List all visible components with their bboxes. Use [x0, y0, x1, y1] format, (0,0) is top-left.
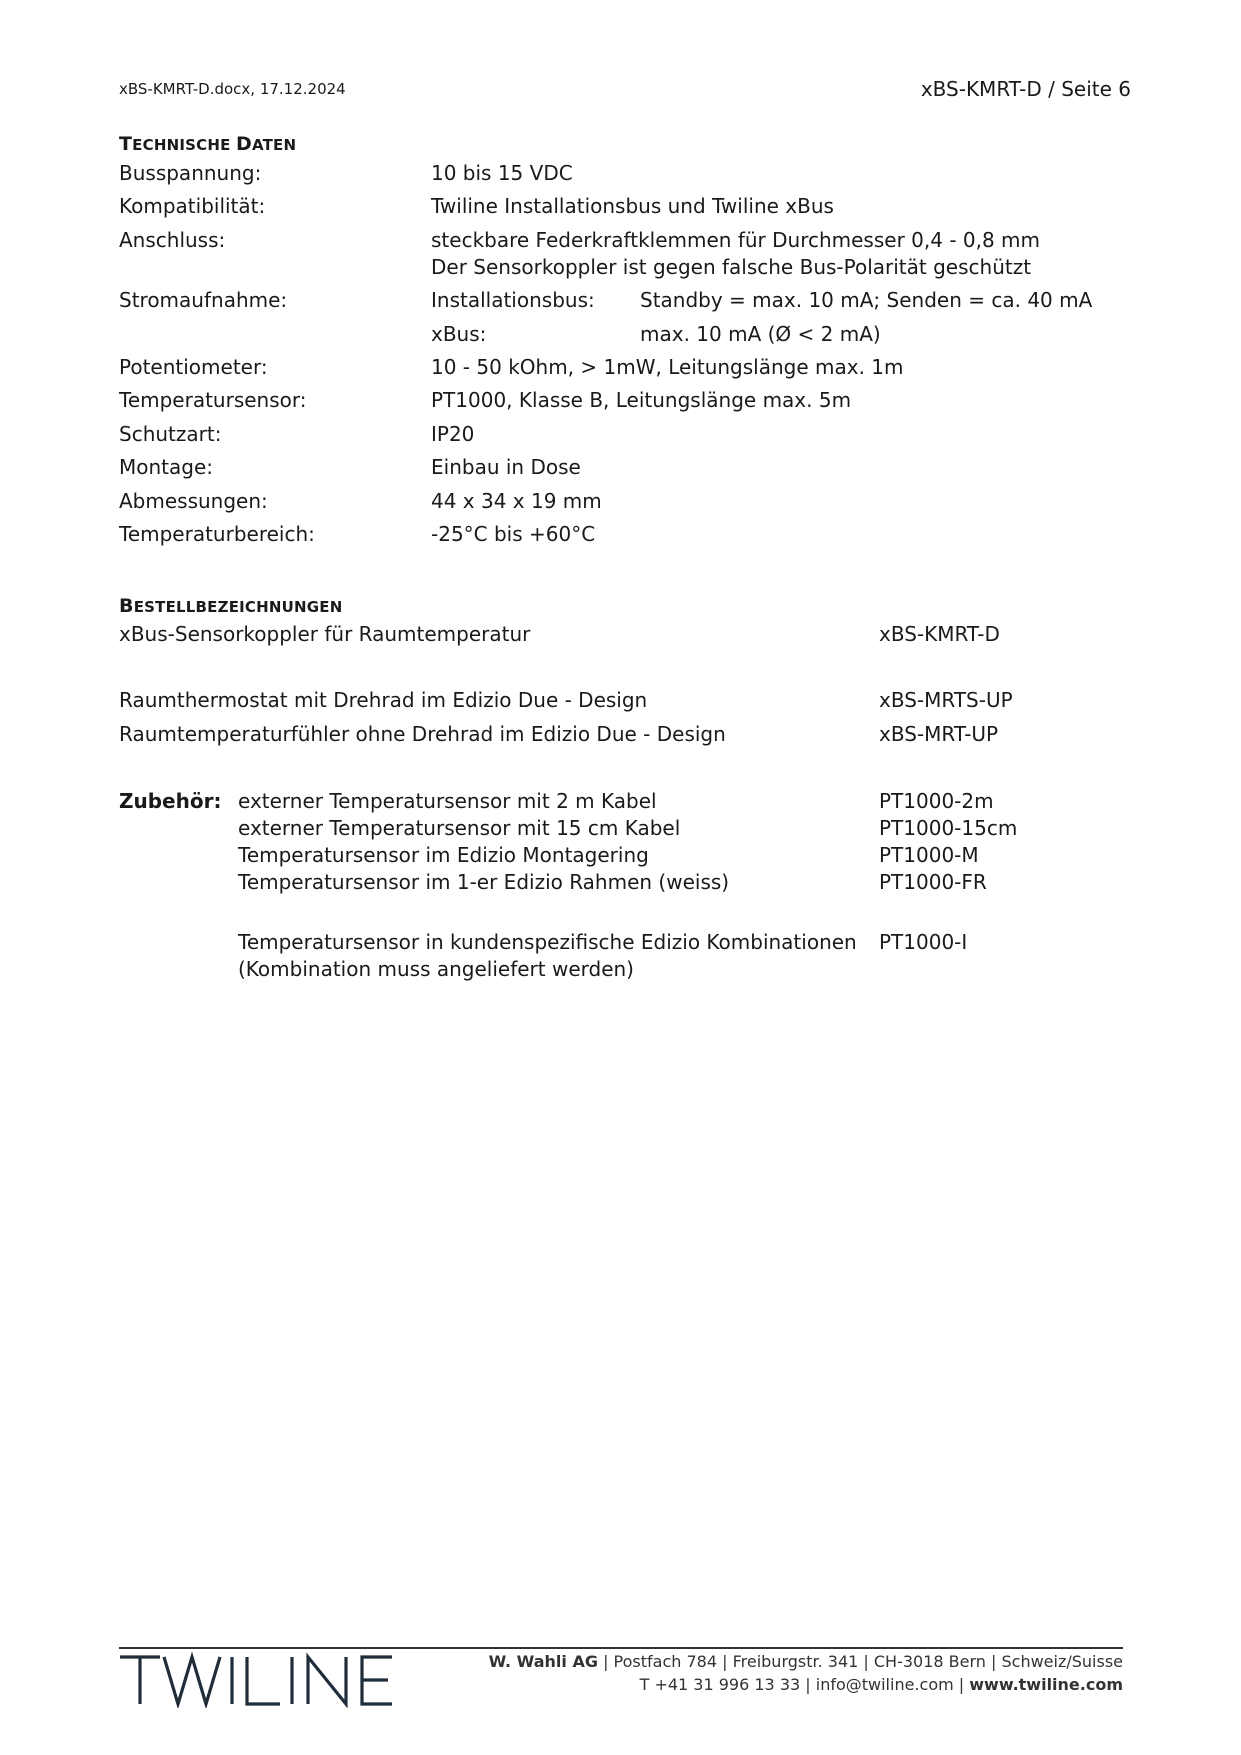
- spec-value: Installationsbus:: [431, 288, 595, 312]
- accessories-label: Zubehör:: [119, 789, 222, 813]
- order-item-code: xBS-KMRT-D: [879, 622, 1000, 646]
- accessory-description-line2: (Kombination muss angeliefert werden): [238, 957, 634, 981]
- order-item-code: xBS-MRTS-UP: [879, 688, 1013, 712]
- spec-value-line2: Der Sensorkoppler ist gegen falsche Bus-Polarität geschützt: [431, 255, 1032, 279]
- spec-label: Schutzart:: [119, 422, 222, 446]
- footer-website-link[interactable]: www.twiline.com: [969, 1675, 1123, 1694]
- accessory-description: Temperatursensor im Edizio Montagering: [238, 843, 649, 867]
- footer-divider: [119, 1647, 1123, 1649]
- order-item-description: Raumthermostat mit Drehrad im Edizio Due - Design: [119, 688, 648, 712]
- spec-value: Einbau in Dose: [431, 455, 581, 479]
- accessory-description: externer Temperatursensor mit 2 m Kabel: [238, 789, 657, 813]
- spec-value: xBus:: [431, 322, 487, 346]
- technical-data-title: TECHNISCHE DATEN: [119, 133, 297, 155]
- spec-value: Twiline Installationsbus und Twiline xBus: [431, 194, 834, 218]
- spec-value: -25°C bis +60°C: [431, 522, 596, 546]
- spec-label: Kompatibilität:: [119, 194, 266, 218]
- accessory-description: externer Temperatursensor mit 15 cm Kabel: [238, 816, 681, 840]
- spec-subvalue: max. 10 mA (Ø < 2 mA): [640, 322, 881, 346]
- accessory-description: Temperatursensor im 1-er Edizio Rahmen (weiss): [238, 870, 730, 894]
- spec-subvalue: Standby = max. 10 mA; Senden = ca. 40 mA: [640, 288, 1093, 312]
- footer-company: W. Wahli AG: [488, 1652, 598, 1671]
- spec-value: 44 x 34 x 19 mm: [431, 489, 602, 513]
- spec-label: Anschluss:: [119, 228, 226, 252]
- spec-label: Busspannung:: [119, 161, 262, 185]
- spec-label: Abmessungen:: [119, 489, 268, 513]
- spec-value: steckbare Federkraftklemmen für Durchmesser 0,4 - 0,8 mm: [431, 228, 1041, 252]
- twiline-logo: [120, 1652, 420, 1708]
- order-designations-title: BESTELLBEZEICHNUNGEN: [119, 595, 343, 617]
- spec-label: Potentiometer:: [119, 355, 268, 379]
- accessory-code: PT1000-FR: [879, 870, 987, 894]
- footer-contact: T +41 31 996 13 33 | info@twiline.com | www.twiline.com: [639, 1675, 1123, 1694]
- accessory-code: PT1000-15cm: [879, 816, 1018, 840]
- order-item-code: xBS-MRT-UP: [879, 722, 999, 746]
- accessory-code: PT1000-I: [879, 930, 968, 954]
- order-item-description: Raumtemperaturfühler ohne Drehrad im Edizio Due - Design: [119, 722, 726, 746]
- spec-value: IP20: [431, 422, 475, 446]
- spec-value: 10 - 50 kOhm, > 1mW, Leitungslänge max. 1m: [431, 355, 904, 379]
- accessory-description: Temperatursensor in kundenspezifische Edizio Kombinationen: [238, 930, 857, 954]
- footer-address: W. Wahli AG | Postfach 784 | Freiburgstr. 341 | CH-3018 Bern | Schweiz/Suisse: [488, 1652, 1123, 1671]
- spec-value: PT1000, Klasse B, Leitungslänge max. 5m: [431, 388, 852, 412]
- spec-value: 10 bis 15 VDC: [431, 161, 573, 185]
- spec-label: Stromaufnahme:: [119, 288, 288, 312]
- spec-label: Temperaturbereich:: [119, 522, 315, 546]
- order-item-description: xBus-Sensorkoppler für Raumtemperatur: [119, 622, 531, 646]
- spec-label: Montage:: [119, 455, 214, 479]
- accessory-code: PT1000-2m: [879, 789, 994, 813]
- header-filename-date: xBS-KMRT-D.docx, 17.12.2024: [119, 80, 346, 98]
- accessory-code: PT1000-M: [879, 843, 979, 867]
- header-page-number: xBS-KMRT-D / Seite 6: [920, 77, 1131, 101]
- spec-label: Temperatursensor:: [119, 388, 307, 412]
